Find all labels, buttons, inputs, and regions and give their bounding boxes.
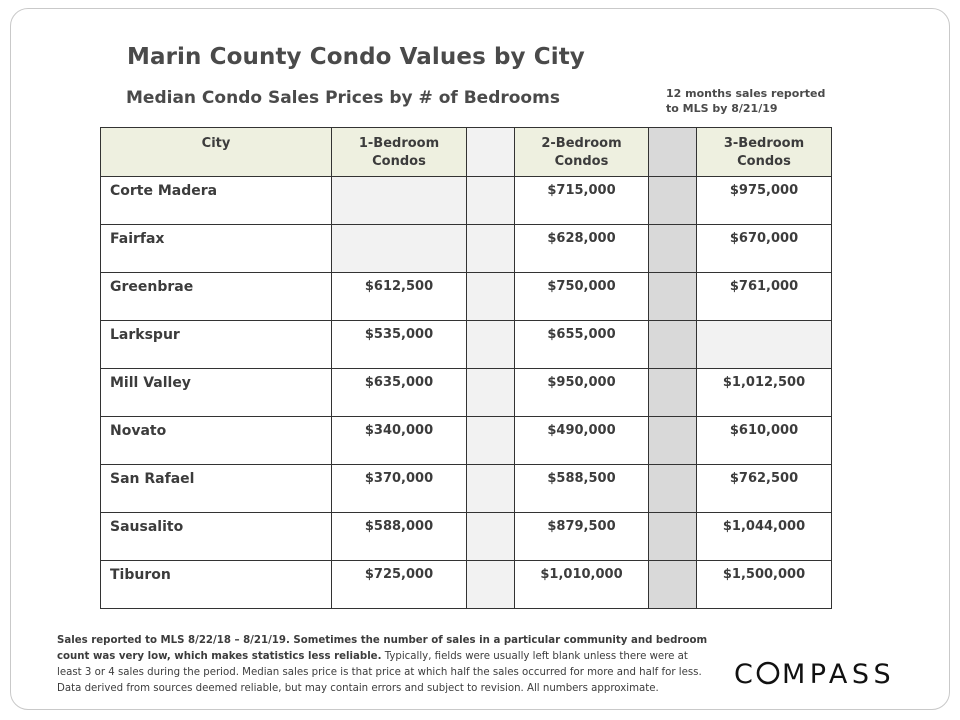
table-row — [101, 273, 832, 321]
footnote-text: Typically, fields were usually left blank unless there were at least 3 or 4 sales during the period. Median sales price is that price at which half the sales occurred for more and half for less. Data derived from sources deemed reliable, but may contain errors and subject to revision. All numbers approximate. — [57, 651, 702, 694]
price-1-bedroom-cell — [332, 225, 467, 273]
column-spacer — [467, 513, 515, 561]
compass-logo-mark — [734, 658, 910, 688]
table-header-row — [101, 128, 832, 177]
price-2-bedroom-cell: $715,000 — [515, 177, 649, 225]
price-2-bedroom-cell: $950,000 — [515, 369, 649, 417]
table-row — [101, 513, 832, 561]
city-cell: Mill Valley — [101, 369, 332, 417]
column-spacer — [467, 225, 515, 273]
column-spacer — [649, 273, 697, 321]
price-2-bedroom-cell: $628,000 — [515, 225, 649, 273]
city-cell: Greenbrae — [101, 273, 332, 321]
city-cell: Fairfax — [101, 225, 332, 273]
price-1-bedroom-cell — [332, 177, 467, 225]
price-1-bedroom-cell: $535,000 — [332, 321, 467, 369]
data-period-note: 12 months sales reported to MLS by 8/21/19 — [666, 87, 826, 115]
column-spacer — [649, 321, 697, 369]
price-1-bedroom-cell: $588,000 — [332, 513, 467, 561]
table-row — [101, 369, 832, 417]
price-3-bedroom-cell: $762,500 — [697, 465, 832, 513]
column-spacer — [467, 369, 515, 417]
price-3-bedroom-cell: $610,000 — [697, 417, 832, 465]
column-spacer — [649, 369, 697, 417]
price-3-bedroom-cell: $761,000 — [697, 273, 832, 321]
price-2-bedroom-cell: $490,000 — [515, 417, 649, 465]
column-spacer — [467, 177, 515, 225]
column-header-city: City — [101, 128, 332, 177]
column-spacer — [467, 465, 515, 513]
price-2-bedroom-cell: $1,010,000 — [515, 561, 649, 609]
city-cell: Larkspur — [101, 321, 332, 369]
price-2-bedroom-cell: $655,000 — [515, 321, 649, 369]
svg-text:C: C — [734, 659, 758, 688]
column-header-2-bedroom: 2-Bedroom Condos — [515, 128, 649, 177]
price-3-bedroom-cell: $1,500,000 — [697, 561, 832, 609]
city-cell: San Rafael — [101, 465, 332, 513]
column-spacer — [649, 128, 697, 177]
price-3-bedroom-cell: $670,000 — [697, 225, 832, 273]
price-2-bedroom-cell: $588,500 — [515, 465, 649, 513]
page-subtitle: Median Condo Sales Prices by # of Bedrooms — [126, 88, 560, 108]
price-3-bedroom-cell: $1,044,000 — [697, 513, 832, 561]
column-spacer — [649, 465, 697, 513]
table-row — [101, 321, 832, 369]
table-row — [101, 561, 832, 609]
city-cell: Sausalito — [101, 513, 332, 561]
city-cell: Corte Madera — [101, 177, 332, 225]
column-spacer — [649, 177, 697, 225]
city-cell: Tiburon — [101, 561, 332, 609]
price-1-bedroom-cell: $340,000 — [332, 417, 467, 465]
price-3-bedroom-cell: $975,000 — [697, 177, 832, 225]
price-1-bedroom-cell: $725,000 — [332, 561, 467, 609]
table-row — [101, 465, 832, 513]
city-cell: Novato — [101, 417, 332, 465]
price-1-bedroom-cell: $370,000 — [332, 465, 467, 513]
price-1-bedroom-cell: $612,500 — [332, 273, 467, 321]
table-row — [101, 177, 832, 225]
column-spacer — [649, 561, 697, 609]
column-header-1-bedroom: 1-Bedroom Condos — [332, 128, 467, 177]
table-row — [101, 417, 832, 465]
svg-text:MPASS: MPASS — [782, 659, 896, 688]
table-row — [101, 225, 832, 273]
footnote-bold-text: Sales reported to MLS 8/22/18 – 8/21/19. Sometimes the number of sales in a particular community and bedroom count was very low, which makes statistics less reliable. — [57, 635, 708, 662]
price-3-bedroom-cell — [697, 321, 832, 369]
price-2-bedroom-cell: $750,000 — [515, 273, 649, 321]
column-header-3-bedroom: 3-Bedroom Condos — [697, 128, 832, 177]
column-spacer — [467, 417, 515, 465]
column-spacer — [467, 128, 515, 177]
price-3-bedroom-cell: $1,012,500 — [697, 369, 832, 417]
column-spacer — [467, 321, 515, 369]
price-2-bedroom-cell: $879,500 — [515, 513, 649, 561]
column-spacer — [467, 273, 515, 321]
price-1-bedroom-cell: $635,000 — [332, 369, 467, 417]
column-spacer — [649, 513, 697, 561]
condo-values-table — [100, 127, 832, 609]
page-title: Marin County Condo Values by City — [127, 44, 585, 70]
column-spacer — [649, 225, 697, 273]
footnote — [57, 633, 713, 697]
column-spacer — [649, 417, 697, 465]
compass-logo — [734, 658, 910, 688]
column-spacer — [467, 561, 515, 609]
